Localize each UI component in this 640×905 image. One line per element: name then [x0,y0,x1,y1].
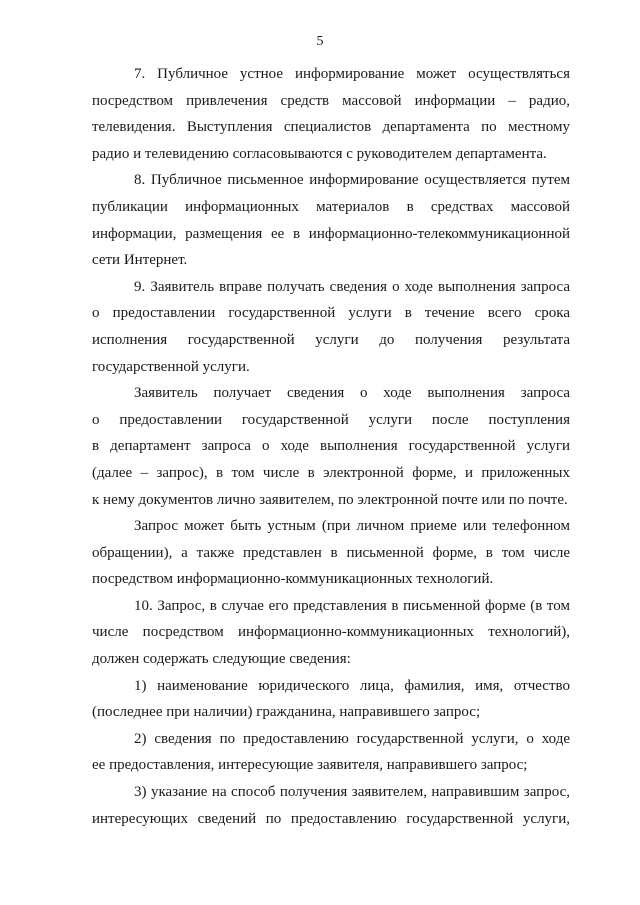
text-line: публикации информационных материалов в средствах массовой [92,198,570,215]
text-line: Заявитель получает сведения о ходе выполнения запроса [134,385,570,402]
text-line: ее предоставления, интересующие заявителя, направившего запрос; [92,757,528,774]
page-number: 5 [316,34,324,49]
text-line: посредством информационно-коммуникационных технологий. [92,571,494,588]
paragraph-10-item-3 [92,779,570,832]
text-line: к нему документов лично заявителем, по электронной почте или по почте. [92,491,568,508]
text-line: о предоставлении государственной услуги после поступления [92,411,570,428]
text-line: 1) наименование юридического лица, фамилия, имя, отчество [134,677,570,694]
text-line: 3) указание на способ получения заявителем, направившим запрос, [134,784,570,801]
text-line: в департамент запроса о ходе выполнения государственной услуги [92,438,570,455]
document-body [92,61,570,832]
text-line: 2) сведения по предоставлению государственной услуги, о ходе [134,730,570,747]
text-line: государственной услуги. [92,358,250,375]
text-line: о предоставлении государственной услуги в течение всего срока [92,305,570,322]
text-line: (последнее при наличии) гражданина, направившего запрос; [92,704,481,721]
text-line: 10. Запрос, в случае его представления в письменной форме (в том [134,597,570,614]
text-line: 9. Заявитель вправе получать сведения о ходе выполнения запроса [134,278,570,295]
text-line: исполнения государственной услуги до получения результата [92,331,570,348]
paragraph-9-status [92,380,570,513]
text-line: (далее – запрос), в том числе в электронной форме, и приложенных [92,464,570,481]
text-line: обращении), а также представлен в письменной форме, в том числе [92,544,570,561]
paragraph-8 [92,167,570,273]
paragraph-9 [92,274,570,380]
text-line: сети Интернет. [92,252,188,269]
text-line: 7. Публичное устное информирование может осуществляться [134,66,570,82]
text-line: интересующих сведений по предоставлению государственной услуги, [92,810,570,827]
text-line: посредством привлечения средств массовой информации – радио, [92,92,570,109]
text-line: 8. Публичное письменное информирование осуществляется путем [134,172,570,189]
text-line: информации, размещения ее в информационно-телекоммуникационной [92,225,570,242]
text-line: радио и телевидению согласовываются с руководителем департамента. [92,145,547,162]
paragraph-9-request-form [92,513,570,593]
text-line: должен содержать следующие сведения: [92,651,351,668]
text-line: числе посредством информационно-коммуникационных технологий), [92,624,570,641]
text-line: телевидения. Выступления специалистов департамента по местному [92,119,570,136]
paragraph-7 [92,61,570,167]
paragraph-10-item-2 [92,726,570,779]
paragraph-10-item-1 [92,673,570,726]
paragraph-10 [92,593,570,673]
text-line: Запрос может быть устным (при личном приеме или телефонном [134,518,570,535]
